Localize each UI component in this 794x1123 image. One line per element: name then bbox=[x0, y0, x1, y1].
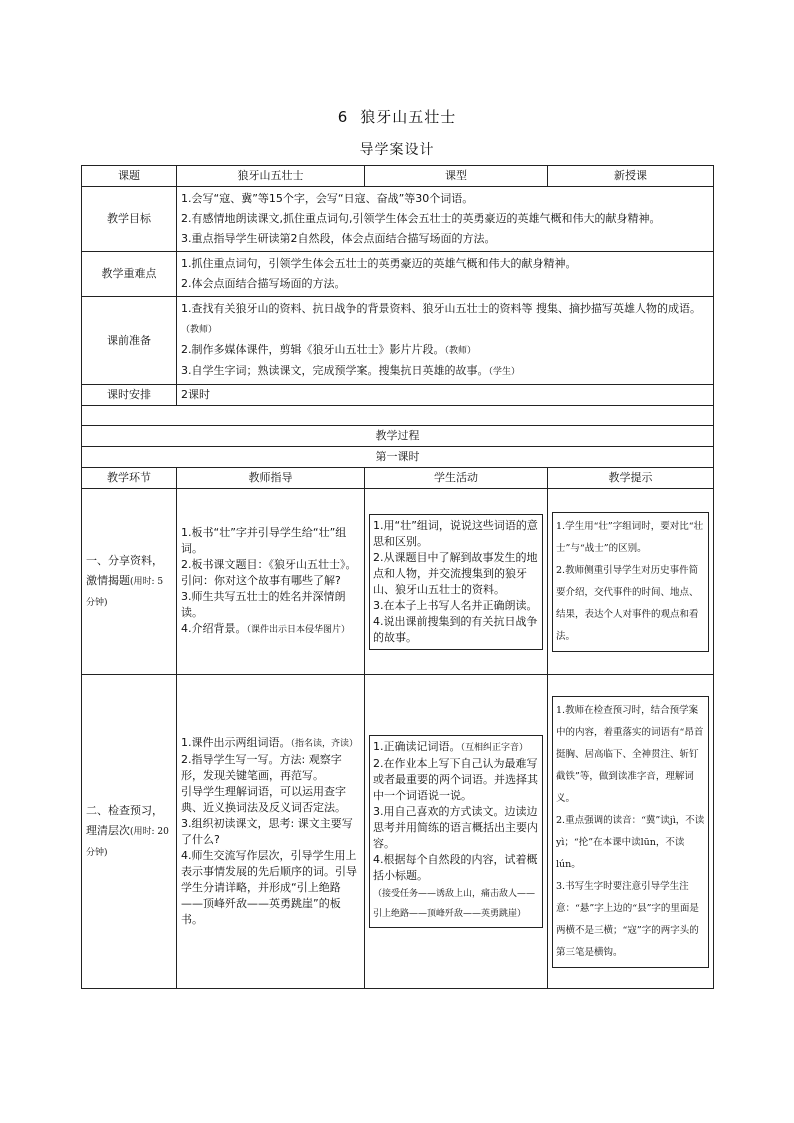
teacher-step: 2.板书课文题目：《狼牙山五壮士》。 bbox=[181, 558, 357, 571]
schedule-value: 2课时 bbox=[177, 385, 714, 406]
type-label: 课型 bbox=[365, 166, 548, 187]
teacher-step: 引问：你对这个故事有哪些了解? bbox=[181, 574, 341, 587]
blank-row bbox=[82, 406, 714, 426]
period-row bbox=[82, 447, 714, 468]
process-header-row bbox=[82, 468, 714, 489]
key-points-row bbox=[82, 252, 714, 297]
prep-item: 1.查找有关狼牙山的资料、抗日战争的背景资料、狼牙山五壮士的资料等 搜集、摘抄描写英雄人物的成语。（教师） bbox=[181, 302, 701, 335]
goal-item: 1.会写“寇、冀”等15个字，会写“日寇、奋战”等30个词语。 bbox=[181, 192, 474, 205]
key-point-item: 2.体会点面结合描写场面的方法。 bbox=[181, 277, 346, 290]
tip-cell bbox=[548, 489, 714, 675]
teacher-step: 3.师生共写五壮士的姓名并深情朗读。 bbox=[181, 590, 346, 619]
student-step: 3.用自己喜欢的方式读文。边读边思考并用简练的语言概括出主要内容。 bbox=[373, 805, 538, 850]
process-heading-row bbox=[82, 426, 714, 447]
tip-box bbox=[552, 512, 709, 652]
col-tip-header: 教学提示 bbox=[548, 468, 714, 489]
document-title bbox=[0, 106, 794, 127]
tip-item: 3.书写生字时要注意引导学生注意：“悬”字上边的“县”字的里面是两横不是三横；“寇”字的两字头的第三笔是横钩。 bbox=[556, 880, 699, 958]
teacher-step: 2.指导学生写一写。方法: 观察字形，发现关键笔画，再范写。 bbox=[181, 753, 342, 782]
student-activity-box bbox=[369, 735, 543, 928]
stage-title: 二、检查预习，理清层次 bbox=[86, 803, 163, 837]
teacher-step: 4.师生交流写作层次，引导学生用上表示事情发展的先后顺序的词。引导学生分请详略，并形成“引上绝路——顶峰歼敌——英勇跳崖”的板书。 bbox=[181, 849, 357, 926]
tip-cell bbox=[548, 675, 714, 989]
key-point-item: 1.抓住重点词句，引领学生体会五壮士的英勇豪迈的英雄气概和伟大的献身精神。 bbox=[181, 257, 577, 270]
document-subtitle: 导学案设计 bbox=[359, 142, 435, 158]
prep-label: 课前准备 bbox=[82, 297, 177, 385]
tip-box bbox=[552, 696, 709, 968]
goals-row bbox=[82, 187, 714, 252]
student-step: 2.在作业本上写下自己认为最难写或者最重要的两个词语。并选择其中一个词语说一说。 bbox=[373, 757, 538, 802]
schedule-row bbox=[82, 385, 714, 406]
student-step: 1.正确读记词语。（互相纠正字音） bbox=[373, 740, 529, 753]
goal-item: 3.重点指导学生研读第2自然段，体会点面结合描写场面的方法。 bbox=[181, 232, 496, 245]
type-value: 新授课 bbox=[548, 166, 714, 187]
teacher-step: 3.组织初读课文，思考: 课文主要写了什么? bbox=[181, 817, 353, 846]
prep-item: 3.自学生字词；熟读课文，完成预学案。搜集抗日英雄的故事。（学生） bbox=[181, 364, 521, 377]
process-heading: 教学过程 bbox=[82, 426, 714, 447]
col-student-header: 学生活动 bbox=[365, 468, 548, 489]
tip-item: 2.教师侧重引导学生对历史事件简要介绍，交代事件的时间、地点、结果，表达个人对事件的观点和看法。 bbox=[556, 564, 699, 642]
teacher-step: 1.板书“壮”字并引导学生给“壮”组词。 bbox=[181, 526, 347, 555]
process-row-1 bbox=[82, 489, 714, 675]
key-points-label: 教学重难点 bbox=[82, 252, 177, 297]
topic-row bbox=[82, 166, 714, 187]
prep-item: 2.制作多媒体课件，剪辑《狼牙山五壮士》影片片段。（教师） bbox=[181, 343, 477, 356]
stage-time: (用时: 20分钟) bbox=[86, 826, 169, 858]
teacher-step: 引导学生理解词语，可以运用查字典、近义换词法及反义词否定法。 bbox=[181, 785, 346, 814]
period-heading: 第一课时 bbox=[82, 447, 714, 468]
tip-item: 1.学生用“壮”字组词时，要对比“壮士”与“战士”的区别。 bbox=[556, 520, 704, 554]
student-cell bbox=[365, 675, 548, 989]
stage-title: 一、分享资料，激情揭题 bbox=[86, 553, 163, 587]
teacher-cell bbox=[177, 675, 365, 989]
lesson-number: 6 bbox=[337, 108, 349, 126]
stage-cell bbox=[82, 675, 177, 989]
tip-item: 2.重点强调的读音：“冀”读jì，不读yì；“抡”在本课中读lūn，不读lún。 bbox=[556, 814, 705, 870]
stage-time: (用时: 5分钟) bbox=[86, 576, 164, 608]
schedule-label: 课时安排 bbox=[82, 385, 177, 406]
topic-value: 狼牙山五壮士 bbox=[177, 166, 365, 187]
goals-content bbox=[177, 187, 714, 252]
goals-label: 教学目标 bbox=[82, 187, 177, 252]
key-points-content bbox=[177, 252, 714, 297]
student-cell bbox=[365, 489, 548, 675]
student-step: 1.用“壮”组词，说说这些词语的意思和区别。 bbox=[373, 518, 538, 548]
lesson-title: 狼牙山五壮士 bbox=[360, 108, 457, 126]
teacher-cell bbox=[177, 489, 365, 675]
col-teacher-header: 教师指导 bbox=[177, 468, 365, 489]
col-stage-header: 教学环节 bbox=[82, 468, 177, 489]
teacher-step: 4.介绍背景。（课件出示日本侵华图片） bbox=[181, 622, 351, 635]
prep-content bbox=[177, 297, 714, 385]
tip-item: 1.教师在检查预习时，结合预学案中的内容，着重落实的词语有“昂首挺胸、居高临下、全神贯注、斩钉截铁”等，做到读准字音，理解词义。 bbox=[556, 704, 704, 804]
prep-row bbox=[82, 297, 714, 385]
stage-cell bbox=[82, 489, 177, 675]
teacher-step: 1.课件出示两组词语。（指名读，齐读） bbox=[181, 736, 359, 749]
student-activity-box bbox=[369, 514, 543, 650]
goal-item: 2.有感情地朗读课文,抓住重点词句,引领学生体会五壮士的英勇豪迈的英雄气概和伟大的献身精神。 bbox=[181, 212, 661, 225]
student-step: 4.说出课前搜集到的有关抗日战争的故事。 bbox=[373, 614, 538, 644]
process-row-2 bbox=[82, 675, 714, 989]
student-step: 4.根据每个自然段的内容，试着概括小标题。 bbox=[373, 853, 538, 882]
student-step: 3.在本子上书写人名并正确朗读。 bbox=[373, 598, 538, 612]
topic-label: 课题 bbox=[82, 166, 177, 187]
student-note: （接受任务——诱敌上山，痛击敌人——引上绝路——顶峰歼敌——英勇跳崖） bbox=[373, 889, 536, 919]
student-step: 2.从课题目中了解到故事发生的地点和人物，并交流搜集到的狼牙山、狼牙山五壮士的资料。 bbox=[373, 550, 538, 596]
lesson-plan-table bbox=[81, 165, 714, 989]
